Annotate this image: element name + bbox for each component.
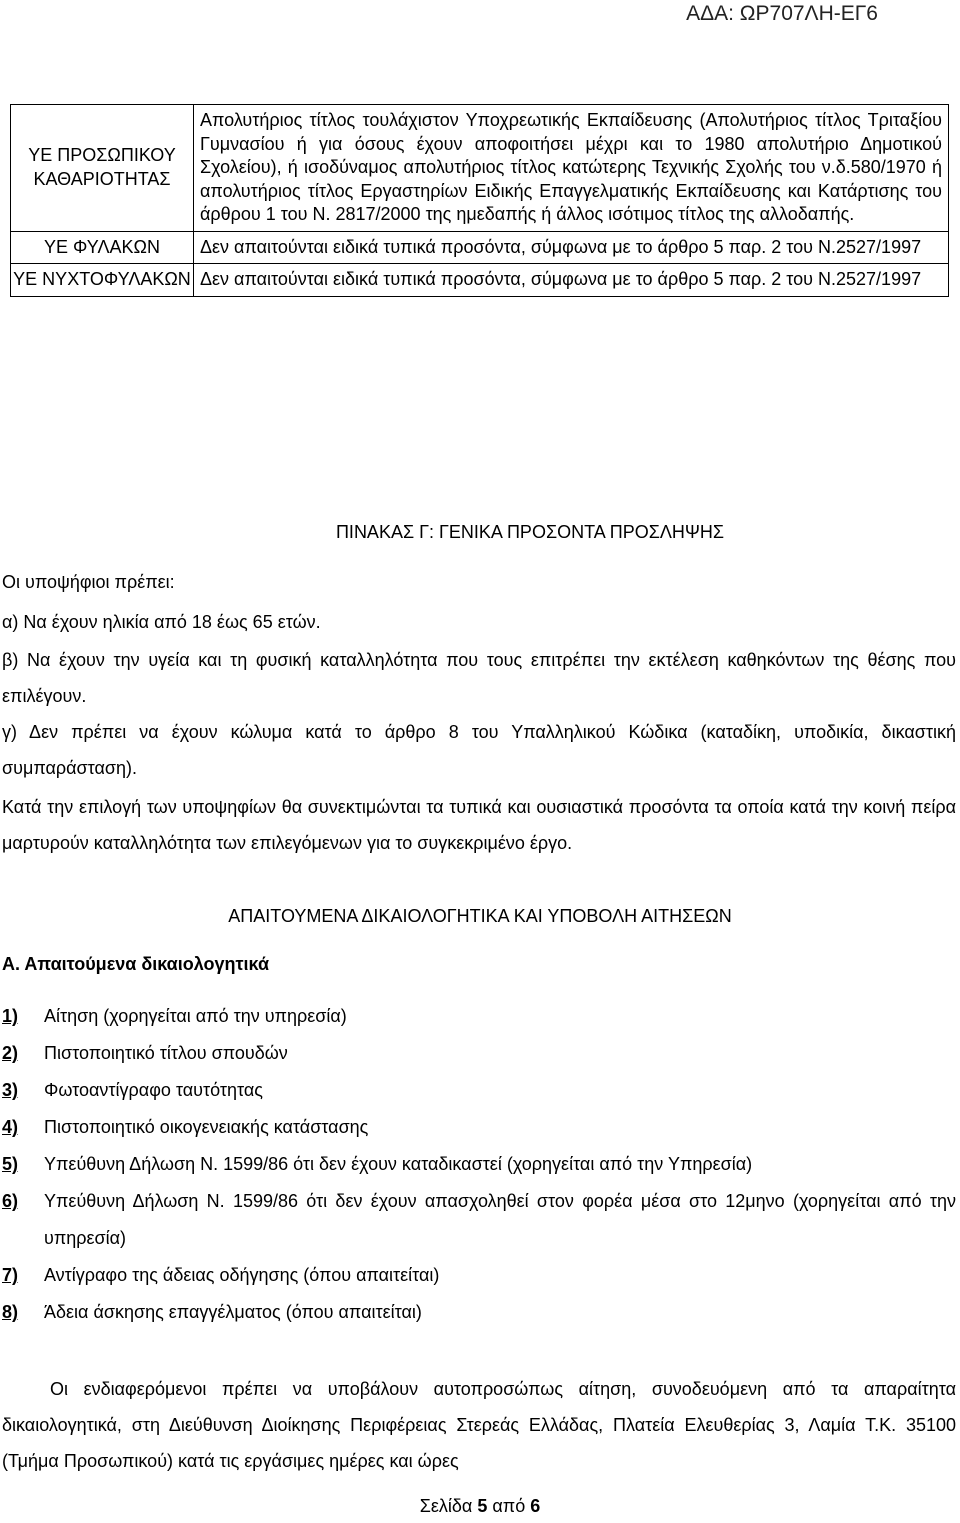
item-text: Άδεια άσκησης επαγγέλματος (όπου απαιτείται)	[44, 1302, 422, 1322]
item-text: Αίτηση (χορηγείται από την υπηρεσία)	[44, 1006, 347, 1026]
documents-title: ΑΠΑΙΤΟΥΜΕΝΑ ΔΙΚΑΙΟΛΟΓΗΤΙΚΑ ΚΑΙ ΥΠΟΒΟΛΗ ΑΙΤΗΣΕΩΝ	[228, 906, 732, 926]
position-cell: ΥΕ ΦΥΛΑΚΩΝ	[11, 231, 194, 264]
item-text: Αντίγραφο της άδειας οδήγησης (όπου απαιτείται)	[44, 1265, 440, 1285]
table-row	[11, 105, 949, 232]
position-cell: ΥΕ ΠΡΟΣΩΠΙΚΟΥ ΚΑΘΑΡΙΟΤΗΤΑΣ	[11, 105, 194, 232]
item-number: 1)	[2, 1006, 19, 1026]
position-cell: ΥΕ ΝΥΧΤΟΦΥΛΑΚΩΝ	[11, 264, 194, 297]
list-item	[2, 1072, 956, 1109]
general-requirements-intro: Οι υποψήφιοι πρέπει:	[2, 572, 175, 592]
table-row	[11, 264, 949, 297]
qualifications-table	[10, 104, 949, 297]
item-number: 3)	[2, 1080, 19, 1100]
page-footer	[0, 1496, 960, 1517]
list-item	[2, 1146, 956, 1183]
documents-list	[2, 998, 956, 1331]
list-item	[2, 1294, 956, 1331]
item-number: 8)	[2, 1302, 19, 1322]
page-current: 5	[477, 1496, 488, 1516]
item-text: Υπεύθυνη Δήλωση Ν. 1599/86 ότι δεν έχουν απασχοληθεί στον φορέα μέσα στο 12μηνο (χορηγείται από την υπηρεσία)	[44, 1191, 956, 1248]
submission-paragraph: Οι ενδιαφερόμενοι πρέπει να υποβάλουν αυτοπροσώπως αίτηση, συνοδευόμενη από τα απαραίτητα δικαιολογητικά, στη Διεύθυνση Διοίκησης Περιφέρειας Στερεάς Ελλάδας, Πλατεία Ελευθερίας 3, Λαμία Τ.Κ. 35100 (Τμήμα Προσωπικού) κατά τις εργάσιμες ημέρες και ώρες	[2, 1379, 956, 1471]
selection-note: Κατά την επιλογή των υποψηφίων θα συνεκτιμώνται τα τυπικά και ουσιαστικά προσόντα τα οποία κατά την κοινή πείρα μαρτυρούν καταλληλότητα των επιλεγόμενων για το συγκεκριμένο έργο.	[2, 797, 956, 853]
section-a-heading: Α. Απαιτούμενα δικαιολογητικά	[2, 954, 270, 974]
item-text: Πιστοποιητικό τίτλου σπουδών	[44, 1043, 288, 1063]
requirement-item: β) Να έχουν την υγεία και τη φυσική καταλληλότητα που τους επιτρέπει την εκτέλεση καθηκόντων της θέσης που επιλέγουν.	[2, 650, 956, 706]
general-requirements-title: ΠΙΝΑΚΑΣ Γ: ΓΕΝΙΚΑ ΠΡΟΣΟΝΤΑ ΠΡΟΣΛΗΨΗΣ	[335, 522, 725, 542]
list-item	[2, 1109, 956, 1146]
qualification-cell: Δεν απαιτούνται ειδικά τυπικά προσόντα, σύμφωνα με το άρθρο 5 παρ. 2 του Ν.2527/1997	[194, 264, 949, 297]
qualification-cell: Δεν απαιτούνται ειδικά τυπικά προσόντα, σύμφωνα με το άρθρο 5 παρ. 2 του Ν.2527/1997	[194, 231, 949, 264]
list-item	[2, 1257, 956, 1294]
page-total: 6	[530, 1496, 541, 1516]
page-of: από	[492, 1496, 526, 1516]
item-number: 2)	[2, 1043, 19, 1063]
table-row	[11, 231, 949, 264]
item-text: Φωτοαντίγραφο ταυτότητας	[44, 1080, 263, 1100]
requirement-item: γ) Δεν πρέπει να έχουν κώλυμα κατά το άρθρο 8 του Υπαλληλικού Κώδικα (καταδίκη, υποδικία, δικαστική συμπαράσταση).	[2, 722, 956, 778]
item-number: 5)	[2, 1154, 19, 1174]
item-number: 4)	[2, 1117, 19, 1137]
item-number: 7)	[2, 1265, 19, 1285]
item-text: Πιστοποιητικό οικογενειακής κατάστασης	[44, 1117, 369, 1137]
page-label: Σελίδα	[419, 1496, 473, 1516]
list-item	[2, 1183, 956, 1257]
item-number: 6)	[2, 1191, 19, 1211]
list-item	[2, 1035, 956, 1072]
ada-code: ΑΔΑ: ΩΡ707ΛΗ-ΕΓ6	[686, 2, 878, 25]
requirement-item: α) Να έχουν ηλικία από 18 έως 65 ετών.	[2, 612, 321, 632]
qualification-cell: Απολυτήριος τίτλος τουλάχιστον Υποχρεωτικής Εκπαίδευσης (Απολυτήριος τίτλος Τριταξίου Γυμνασίου ή για όσους έχουν αποφοιτήσει μέχρι και το 1980 απολυτήριο Δημοτικού Σχολείου), ή ισοδύναμος απολυτήριος τίτλος κατώτερης Τεχνικής Σχολής του ν.δ.580/1970 ή απολυτήριος τίτλος Εργαστηρίων Ειδικής Επαγγελματικής Εκπαίδευσης και Κατάρτισης του άρθρου 1 του Ν. 2817/2000 της ημεδαπής ή άλλος ισότιμος τίτλος της αλλοδαπής.	[194, 105, 949, 232]
item-text: Υπεύθυνη Δήλωση Ν. 1599/86 ότι δεν έχουν καταδικαστεί (χορηγείται από την Υπηρεσία)	[44, 1154, 753, 1174]
list-item	[2, 998, 956, 1035]
